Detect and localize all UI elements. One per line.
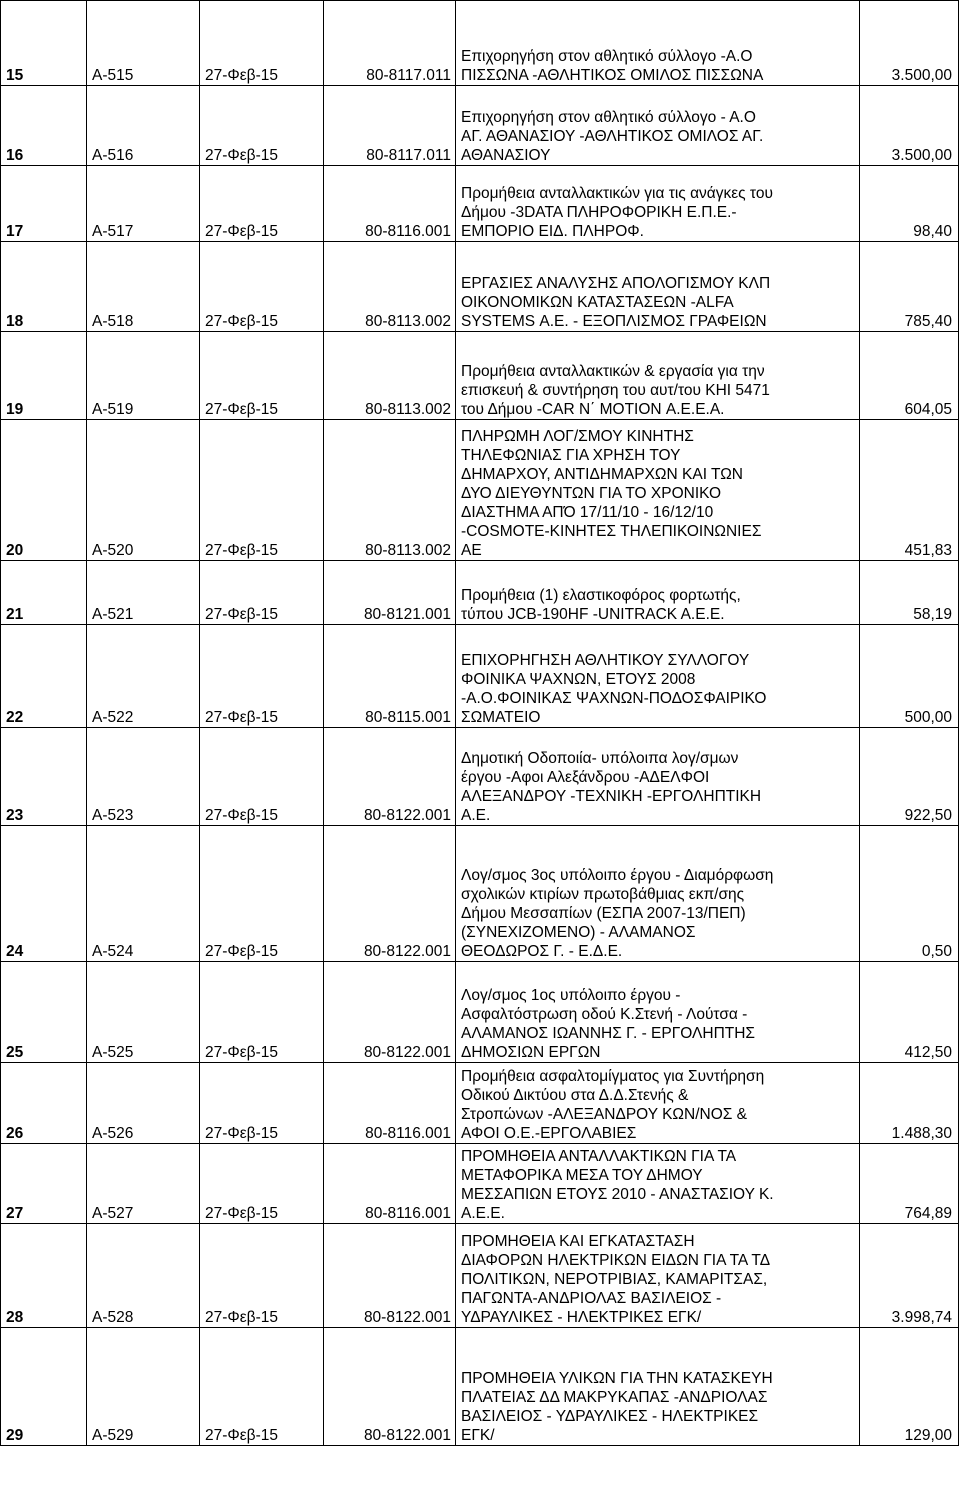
description-line: Στροπώνων -ΑΛΕΞΑΝΔΡΟΥ ΚΩΝ/ΝΟΣ & [461,1106,747,1123]
description-line: Λογ/σμος 3ος υπόλοιπο έργου - Διαμόρφωση [461,867,774,884]
description-line: -COSMOTE-ΚΙΝΗΤΕΣ ΤΗΛΕΠΙΚΟΙΝΩΝΙΕΣ [461,523,762,540]
description-line: έργου -Αφοι Αλεξάνδρου -ΑΔΕΛΦΟΙ [461,769,710,786]
account-code: 80-8113.002 [324,332,456,420]
amount-cell: 922,50 [860,728,959,826]
document-number: Α-527 [87,1144,200,1224]
document-number: Α-516 [87,86,200,166]
description-line: ΔΙΑΦΟΡΩΝ ΗΛΕΚΤΡΙΚΩΝ ΕΙΔΩΝ ΓΙΑ ΤΑ ΤΔ [461,1252,771,1269]
amount-cell: 785,40 [860,242,959,332]
account-code: 80-8116.001 [324,1144,456,1224]
description-line: ΥΔΡΑΥΛΙΚΕΣ - ΗΛΕΚΤΡΙΚΕΣ ΕΓΚ/ [461,1309,702,1326]
table-row [1,242,959,332]
description-line: Δήμου Μεσσαπίων (ΕΣΠΑ 2007-13/ΠΕΠ) [461,905,746,922]
table-row [1,962,959,1063]
amount-cell: 129,00 [860,1328,959,1446]
description-line: ΠΛΑΤΕΙΑΣ ΔΔ ΜΑΚΡΥΚΑΠΑΣ -ΑΝΔΡΙΟΛΑΣ [461,1389,768,1406]
document-number: Α-526 [87,1063,200,1144]
amount-cell: 3.500,00 [860,86,959,166]
description-line: ΑΕ [461,542,482,559]
account-code: 80-8113.002 [324,420,456,561]
description-line: σχολικών κτιρίων πρωτοβάθμιας εκπ/σης [461,886,745,903]
account-code: 80-8117.011 [324,86,456,166]
amount-cell: 0,50 [860,826,959,962]
amount-cell: 604,05 [860,332,959,420]
amount-cell: 98,40 [860,166,959,242]
table-row [1,625,959,728]
description-line: ΑΓ. ΑΘΑΝΑΣΙΟΥ -ΑΘΛΗΤΙΚΟΣ ΟΜΙΛΟΣ ΑΓ. [461,128,764,145]
description-line: Προμήθεια ασφαλτομίγματος για Συντήρηση [461,1068,765,1085]
row-number: 15 [1,1,87,86]
date-cell: 27-Φεβ-15 [200,332,324,420]
document-number: Α-518 [87,242,200,332]
description-line: ΠΙΣΣΩΝΑ -ΑΘΛΗΤΙΚΟΣ ΟΜΙΛΟΣ ΠΙΣΣΩΝΑ [461,67,764,84]
description-line: ΟΙΚΟΝΟΜΙΚΩΝ ΚΑΤΑΣΤΑΣΕΩΝ -ALFA [461,294,734,311]
row-number: 28 [1,1224,87,1328]
date-cell: 27-Φεβ-15 [200,625,324,728]
date-cell: 27-Φεβ-15 [200,1063,324,1144]
description-line: ΕΠΙΧΟΡΗΓΗΣΗ ΑΘΛΗΤΙΚΟΥ ΣΥΛΛΟΓΟΥ [461,652,750,669]
description-cell [456,166,860,242]
description-line: ΠΡΟΜΗΘΕΙΑ ΑΝΤΑΛΛΑΚΤΙΚΩΝ ΓΙΑ ΤΑ [461,1148,737,1165]
description-cell [456,962,860,1063]
description-line: ΑΛΑΜΑΝΟΣ ΙΩΑΝΝΗΣ Γ. - ΕΡΓΟΛΗΠΤΗΣ [461,1025,756,1042]
description-line: Δημοτική Οδοποιία- υπόλοιπα λογ/σμων [461,750,739,767]
amount-cell: 412,50 [860,962,959,1063]
account-code: 80-8122.001 [324,962,456,1063]
row-number: 20 [1,420,87,561]
description-line: ΤΗΛΕΦΩΝΙΑΣ ΓΙΑ ΧΡΗΣΗ ΤΟΥ [461,447,681,464]
description-line: SYSTEMS Α.Ε. - ΕΞΟΠΛΙΣΜΟΣ ΓΡΑΦΕΙΩΝ [461,313,767,330]
description-cell [456,1144,860,1224]
row-number: 23 [1,728,87,826]
date-cell: 27-Φεβ-15 [200,1,324,86]
table-row [1,1,959,86]
description-line: Δήμου -3DATA ΠΛΗΡΟΦΟΡΙΚΗ Ε.Π.Ε.- [461,204,737,221]
description-line: ΔΙΑΣΤΗΜΑ ΑΠΌ 17/11/10 - 16/12/10 [461,504,714,521]
account-code: 80-8121.001 [324,561,456,625]
description-line: ΠΛΗΡΩΜΗ ΛΟΓ/ΣΜΟΥ ΚΙΝΗΤΗΣ [461,428,694,445]
amount-cell: 3.500,00 [860,1,959,86]
document-number: Α-515 [87,1,200,86]
description-line: ΑΘΑΝΑΣΙΟΥ [461,147,551,164]
table-row [1,561,959,625]
description-line: (ΣΥΝΕΧΙΖΟΜΕΝΟ) - ΑΛΑΜΑΝΟΣ [461,924,696,941]
description-cell [456,728,860,826]
amount-cell: 58,19 [860,561,959,625]
description-line: Ασφαλτόστρωση οδού Κ.Στενή - Λούτσα - [461,1006,748,1023]
description-line: ΠΡΟΜΗΘΕΙΑ ΥΛΙΚΩΝ ΓΙΑ ΤΗΝ ΚΑΤΑΣΚΕΥΗ [461,1370,773,1387]
description-cell [456,1328,860,1446]
row-number: 27 [1,1144,87,1224]
description-cell [456,826,860,962]
account-code: 80-8122.001 [324,728,456,826]
row-number: 17 [1,166,87,242]
document-number: Α-522 [87,625,200,728]
description-line: ΔΗΜΟΣΙΩΝ ΕΡΓΩΝ [461,1044,601,1061]
account-code: 80-8116.001 [324,1063,456,1144]
description-line: ΕΓΚ/ [461,1427,495,1444]
description-line: ΔΥΟ ΔΙΕΥΘΥΝΤΩΝ ΓΙΑ ΤΟ ΧΡΟΝΙΚΟ [461,485,722,502]
description-line: Προμήθεια ανταλλακτικών & εργασία για την [461,363,765,380]
description-line: ΜΕΣΣΑΠΙΩΝ ΕΤΟΥΣ 2010 - ΑΝΑΣΤΑΣΙΟΥ Κ. [461,1186,774,1203]
description-line: Λογ/σμος 1ος υπόλοιπο έργου - [461,987,681,1004]
account-code: 80-8116.001 [324,166,456,242]
account-code: 80-8113.002 [324,242,456,332]
description-cell [456,86,860,166]
row-number: 16 [1,86,87,166]
date-cell: 27-Φεβ-15 [200,728,324,826]
description-line: του Δήμου -CAR N΄ MOTION Α.Ε.Ε.Α. [461,401,725,418]
amount-cell: 3.998,74 [860,1224,959,1328]
description-line: επισκευή & συντήρηση του αυτ/του ΚΗΙ 5471 [461,382,770,399]
document-number: Α-525 [87,962,200,1063]
account-code: 80-8122.001 [324,1328,456,1446]
table-row [1,1144,959,1224]
description-line: ΦΟΙΝΙΚΑ ΨΑΧΝΩΝ, ΕΤΟΥΣ 2008 [461,671,696,688]
document-number: Α-517 [87,166,200,242]
table-row [1,420,959,561]
row-number: 29 [1,1328,87,1446]
document-number: Α-528 [87,1224,200,1328]
description-line: Α.Ε. [461,807,491,824]
amount-cell: 764,89 [860,1144,959,1224]
document-number: Α-520 [87,420,200,561]
amount-cell: 451,83 [860,420,959,561]
account-code: 80-8122.001 [324,1224,456,1328]
date-cell: 27-Φεβ-15 [200,962,324,1063]
description-line: Επιχορηγήση στον αθλητικό σύλλογο - Α.Ο [461,109,756,126]
description-line: Προμήθεια (1) ελαστικοφόρος φορτωτής, [461,587,741,604]
description-cell [456,625,860,728]
document-number: Α-521 [87,561,200,625]
table-row [1,728,959,826]
description-cell [456,1,860,86]
description-cell [456,1224,860,1328]
date-cell: 27-Φεβ-15 [200,1144,324,1224]
amount-cell: 1.488,30 [860,1063,959,1144]
description-cell [456,1063,860,1144]
table-row [1,1224,959,1328]
ledger-body [1,1,959,1446]
description-line: ΘΕΟΔΩΡΟΣ Γ. - Ε.Δ.Ε. [461,943,623,960]
description-line: ΕΜΠΟΡΙΟ ΕΙΔ. ΠΛΗΡΟΦ. [461,223,644,240]
description-line: Επιχορηγήση στον αθλητικό σύλλογο -Α.Ο [461,48,753,65]
description-line: ΕΡΓΑΣΙΕΣ ΑΝΑΛΥΣΗΣ ΑΠΟΛΟΓΙΣΜΟΥ ΚΛΠ [461,275,771,292]
description-line: ΒΑΣΙΛΕΙΟΣ - ΥΔΡΑΥΛΙΚΕΣ - ΗΛΕΚΤΡΙΚΕΣ [461,1408,759,1425]
row-number: 24 [1,826,87,962]
description-line: ΑΛΕΞΑΝΔΡΟΥ -ΤΕΧΝΙΚΗ -ΕΡΓΟΛΗΠΤΙΚΗ [461,788,762,805]
row-number: 18 [1,242,87,332]
description-line: Οδικού Δικτύου στα Δ.Δ.Στενής & [461,1087,689,1104]
date-cell: 27-Φεβ-15 [200,86,324,166]
description-line: ΜΕΤΑΦΟΡΙΚΑ ΜΕΣΑ ΤΟΥ ΔΗΜΟΥ [461,1167,703,1184]
date-cell: 27-Φεβ-15 [200,1328,324,1446]
description-cell [456,561,860,625]
document-number: Α-529 [87,1328,200,1446]
date-cell: 27-Φεβ-15 [200,166,324,242]
date-cell: 27-Φεβ-15 [200,1224,324,1328]
date-cell: 27-Φεβ-15 [200,561,324,625]
row-number: 25 [1,962,87,1063]
document-number: Α-524 [87,826,200,962]
table-row [1,332,959,420]
account-code: 80-8115.001 [324,625,456,728]
description-line: ΔΗΜΑΡΧΟΥ, ΑΝΤΙΔΗΜΑΡΧΩΝ ΚΑΙ ΤΩΝ [461,466,743,483]
date-cell: 27-Φεβ-15 [200,420,324,561]
account-code: 80-8122.001 [324,826,456,962]
description-line: -Α.Ο.ΦΟΙΝΙΚΑΣ ΨΑΧΝΩΝ-ΠΟΔΟΣΦΑΙΡΙΚΟ [461,690,767,707]
description-cell [456,242,860,332]
description-line: ΣΩΜΑΤΕΙΟ [461,709,541,726]
table-row [1,1328,959,1446]
description-line: ΠΑΓΩΝΤΑ-ΑΝΔΡΙΟΛΑΣ ΒΑΣΙΛΕΙΟΣ - [461,1290,722,1307]
table-row [1,166,959,242]
account-code: 80-8117.011 [324,1,456,86]
row-number: 26 [1,1063,87,1144]
description-line: ΠΡΟΜΗΘΕΙΑ ΚΑΙ ΕΓΚΑΤΑΣΤΑΣΗ [461,1233,695,1250]
date-cell: 27-Φεβ-15 [200,826,324,962]
description-cell [456,332,860,420]
row-number: 19 [1,332,87,420]
table-row [1,826,959,962]
description-line: ΑΦΟΙ Ο.Ε.-ΕΡΓΟΛΑΒΙΕΣ [461,1125,637,1142]
description-line: ΠΟΛΙΤΙΚΩΝ, ΝΕΡΟΤΡΙΒΙΑΣ, ΚΑΜΑΡΙΤΣΑΣ, [461,1271,768,1288]
date-cell: 27-Φεβ-15 [200,242,324,332]
document-number: Α-519 [87,332,200,420]
description-line: τύπου JCB-190HF -UNITRACK A.E.E. [461,606,725,623]
table-row [1,86,959,166]
amount-cell: 500,00 [860,625,959,728]
row-number: 21 [1,561,87,625]
description-cell [456,420,860,561]
document-number: Α-523 [87,728,200,826]
description-line: Προμήθεια ανταλλακτικών για τις ανάγκες του [461,185,773,202]
row-number: 22 [1,625,87,728]
description-line: Α.Ε.Ε. [461,1205,505,1222]
table-row [1,1063,959,1144]
